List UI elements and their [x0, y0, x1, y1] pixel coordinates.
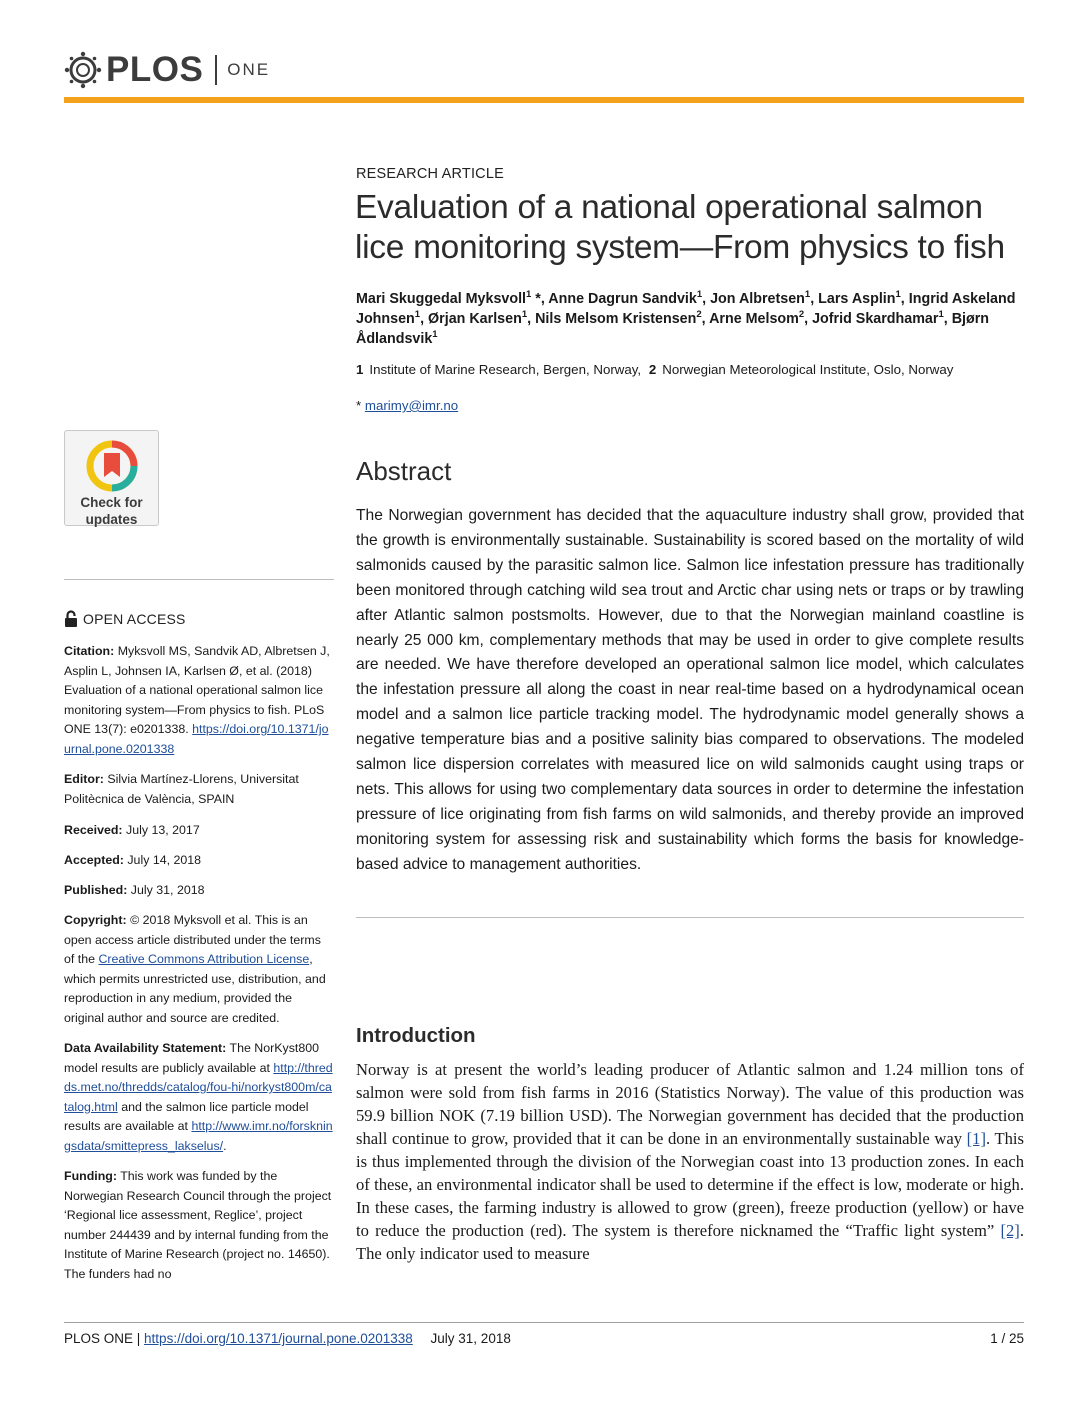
funding: [64, 1167, 334, 1284]
author-separator: ,: [420, 311, 429, 327]
published: [64, 881, 334, 901]
corresponding-author-mark: *: [531, 291, 541, 307]
affiliation-number: 2: [648, 362, 657, 377]
author-affiliation-sup: 2: [696, 309, 702, 320]
journal-name: PLOS: [106, 50, 204, 89]
author-name: Ørjan Karlsen: [428, 311, 522, 327]
editor-label: Editor:: [64, 772, 104, 786]
author-affiliation-sup: 1: [521, 309, 528, 320]
citation-doi-link[interactable]: https://doi.org/10.1371/journal.pone.0201338: [64, 722, 329, 756]
author-list: [356, 289, 1026, 349]
author-name: Jon Albretsen: [710, 291, 805, 307]
author-separator: ,: [900, 291, 909, 307]
copyright-text-end: , which permits unrestricted use, distribution, and reproduction in any medium, provided the original author and source are credited.: [64, 952, 326, 1025]
badge-label-line2: updates: [85, 512, 138, 527]
author-name: Arne Melsom: [709, 311, 799, 327]
page-number: 1 / 25: [990, 1331, 1024, 1346]
abstract-heading: Abstract: [356, 456, 452, 486]
article-type-label: RESEARCH ARTICLE: [356, 166, 504, 182]
published-label: Published:: [64, 883, 128, 897]
author-separator: ,: [943, 311, 952, 327]
editor: [64, 770, 334, 809]
author-separator: ,: [702, 291, 711, 307]
introduction-paragraph: [356, 1058, 1024, 1265]
author-separator: ,: [804, 311, 813, 327]
data-availability-text: The NorKyst800 model results are publicly available at: [64, 1041, 320, 1075]
author-separator: ,: [701, 311, 710, 327]
data-availability-text-mid: and the salmon lice particle model results are available at: [64, 1099, 309, 1133]
journal-subname: ONE: [227, 60, 271, 79]
data-availability-label: Data Availability Statement:: [64, 1041, 227, 1055]
check-for-updates-badge[interactable]: [64, 430, 159, 526]
author-name: Mari Skuggedal Myksvoll: [356, 291, 527, 307]
copyright: [64, 911, 334, 1028]
affiliation-number: 1: [356, 362, 364, 377]
author-name: Jofrid Skardhamar: [812, 311, 939, 327]
reference-link[interactable]: [2]: [1000, 1221, 1020, 1240]
published-date: July 31, 2018: [130, 883, 205, 897]
open-lock-icon: [64, 610, 78, 628]
author-affiliation-sup: 1: [414, 309, 421, 320]
intro-text: . This is thus implemented through the division of the Norwegian coast into 13 production zones. In each of these, an environmental indicator shall be used to determine if the effect is low, moderate or high. In these cases, the farming industry is allowed to grow (green), freeze production (yellow) or have to reduce the production (red). The system is therefore nicknamed the “Traffic light system”: [356, 1129, 1024, 1240]
lice-data-link[interactable]: http://www.imr.no/forskningsdata/smittepress_lakselus/: [64, 1119, 333, 1153]
author-affiliation-sup: 1: [526, 289, 532, 300]
received-label: Received:: [64, 823, 123, 837]
badge-label-line1: Check for: [80, 495, 143, 510]
copyright-label: Copyright:: [64, 913, 127, 927]
funding-label: Funding:: [64, 1169, 117, 1183]
footer: [64, 1331, 1024, 1346]
footer-journal: PLOS ONE |: [64, 1331, 141, 1346]
affiliation-text: Norwegian Meteorological Institute, Oslo, Norway: [662, 362, 954, 377]
footer-divider: [64, 1322, 1024, 1323]
accepted: [64, 851, 334, 871]
data-availability-text-end: .: [223, 1138, 227, 1153]
logo-divider: [215, 55, 217, 85]
author-affiliation-sup: 1: [696, 289, 703, 300]
author-separator: ,: [527, 311, 536, 327]
open-access: [64, 610, 186, 628]
author-separator: ,: [810, 291, 819, 307]
accepted-date: July 14, 2018: [127, 853, 202, 867]
corresponding-email-link[interactable]: marimy@imr.no: [364, 398, 459, 413]
crossmark-icon: [85, 439, 139, 493]
abstract-text: The Norwegian government has decided that the aquaculture industry shall grow, provided that the growth is environmentally sustainable. Sustainability is scored based on the mortality of wild salmonids caused by the parasitic salmon lice. Salmon lice infestation pressure has traditionally been monitored through catching wild sea trout and Arctic char using nets or traps or by trawling after Atlantic salmon postsmolts. However, due to that the Norwegian mainland coastline is nearly 25 000 km, complementary methods that may be used in order to give complete results are needed. We have therefore developed an operational salmon lice model, which calculates the infestation pressure all along the coast in near real-time based on a hydrodynamical ocean model and a salmon lice particle tracking model. The hydrodynamic model generally shows a negative temperature bias and a positive salinity bias compared to observations. The modeled salmon lice dispersion correlates with measured lice on wild salmonids caught using traps or nets. This allows for using two complementary data sources in order to determine the infestation pressure of lice originating from fish farms on wild salmonids, and thereby provide an improved monitoring system for assessing risk and sustainability which forms the basis for knowledge-based advice to management authorities.: [356, 507, 1024, 873]
affiliation-text: Institute of Marine Research, Bergen, Norway,: [369, 362, 642, 377]
introduction-heading: Introduction: [356, 1024, 476, 1047]
editor-text: Silvia Martínez-Llorens, Universitat Politècnica de València, SPAIN: [64, 772, 299, 806]
copyright-text: © 2018 Myksvoll et al. This is an open access article distributed under the terms of the: [64, 913, 321, 966]
author-name: Anne Dagrun Sandvik: [548, 291, 697, 307]
intro-text: . The only indicator used to measure: [356, 1221, 1024, 1263]
license-link[interactable]: Creative Commons Attribution License: [98, 952, 310, 966]
data-availability: [64, 1039, 334, 1156]
received-date: July 13, 2017: [126, 823, 200, 837]
footer-doi-link[interactable]: https://doi.org/10.1371/journal.pone.0201338: [144, 1331, 413, 1346]
received: [64, 821, 334, 841]
author-affiliation-sup: 1: [938, 309, 944, 320]
article-title: Evaluation of a national operational salmon lice monitoring system—From physics to fish: [355, 189, 1005, 266]
affiliations: [356, 362, 953, 377]
header-accent-rule: [64, 97, 1024, 103]
intro-text: Norway is at present the world’s leading producer of Atlantic salmon and 1.24 million tons of salmon were sold from fish farms in 2016 (Statistics Norway). The value of this production was 59.9 billion NOK (7.19 billion USD). The Norwegian government has decided that the production shall continue to grow, provided that it can be done in an environmentally sustainable way: [356, 1060, 1024, 1148]
author-name: Lars Asplin: [818, 291, 896, 307]
open-access-label: OPEN ACCESS: [83, 611, 186, 627]
author-affiliation-sup: 1: [432, 329, 438, 340]
plos-one-logo[interactable]: [64, 46, 270, 94]
norkyst-data-link[interactable]: http://thredds.met.no/thredds/catalog/fou-hi/norkyst800m/catalog.html: [64, 1060, 333, 1114]
author-name: Ingrid Askeland Johnsen: [356, 291, 1016, 327]
accepted-label: Accepted:: [64, 853, 124, 867]
funding-text: This work was funded by the Norwegian Research Council through the project ‘Regional lice assessment, Reglice’, project number 244439 and by internal funding from the Institute of Marine Research (project no. 14650). The funders had no: [64, 1169, 332, 1281]
citation-label: Citation:: [64, 644, 115, 658]
citation: [64, 642, 334, 759]
author-name: Bjørn Ådlandsvik: [356, 311, 990, 347]
plos-logo-icon: [64, 51, 102, 89]
author-affiliation-sup: 2: [798, 309, 805, 320]
corresponding-author: [356, 398, 458, 413]
author-separator: ,: [540, 291, 549, 307]
reference-link[interactable]: [1]: [966, 1129, 987, 1148]
citation-text: Myksvoll MS, Sandvik AD, Albretsen J, Asplin L, Johnsen IA, Karlsen Ø, et al. (2018) Evaluation of a national operational salmon lice monitoring system—From physics to fish. PLoS ONE 13(7): e0201338.: [64, 644, 330, 736]
author-affiliation-sup: 1: [804, 289, 811, 300]
sidebar-divider: [64, 579, 334, 580]
author-name: Nils Melsom Kristensen: [535, 311, 697, 327]
abstract-divider: [356, 917, 1024, 918]
author-affiliation-sup: 1: [895, 289, 901, 300]
corresponding-mark: *: [356, 398, 362, 413]
footer-date: July 31, 2018: [430, 1331, 511, 1346]
